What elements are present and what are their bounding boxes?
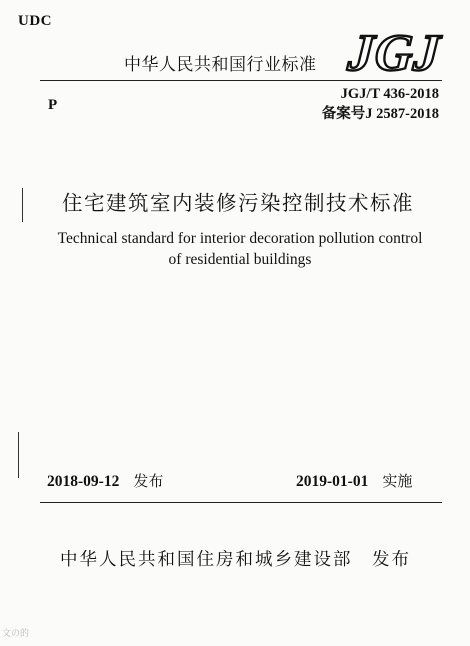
publisher-name: 中华人民共和国住房和城乡建设部 (60, 550, 353, 570)
jgj-logo: JGJ (346, 25, 443, 82)
title-chinese: 住宅建筑室内装修污染控制技术标准 (62, 191, 414, 215)
udc-label: UDC (18, 13, 52, 29)
category-letter: P (48, 97, 58, 113)
issuer-title: 中华人民共和国行业标准 (124, 55, 317, 75)
standard-number: JGJ/T 436-2018 (340, 86, 439, 102)
watermark: 文の的 (2, 629, 30, 639)
standard-number-block (322, 84, 439, 124)
effective-date-group (296, 470, 412, 491)
top-divider (40, 80, 442, 81)
publisher-action: 发布 (372, 550, 411, 570)
release-date-group (47, 470, 163, 491)
release-label: 发布 (133, 472, 164, 490)
title-english (0, 228, 470, 270)
title-english-line-1: Technical standard for interior decoration pollution control (57, 230, 423, 247)
effective-label: 实施 (382, 472, 413, 490)
binding-mark (18, 432, 19, 478)
effective-date: 2019-01-01 (296, 473, 369, 490)
filing-number: 备案号J 2587-2018 (321, 106, 439, 122)
release-date: 2018-09-12 (47, 473, 120, 490)
bottom-divider (40, 502, 442, 503)
title-english-line-2: of residential buildings (168, 251, 312, 268)
